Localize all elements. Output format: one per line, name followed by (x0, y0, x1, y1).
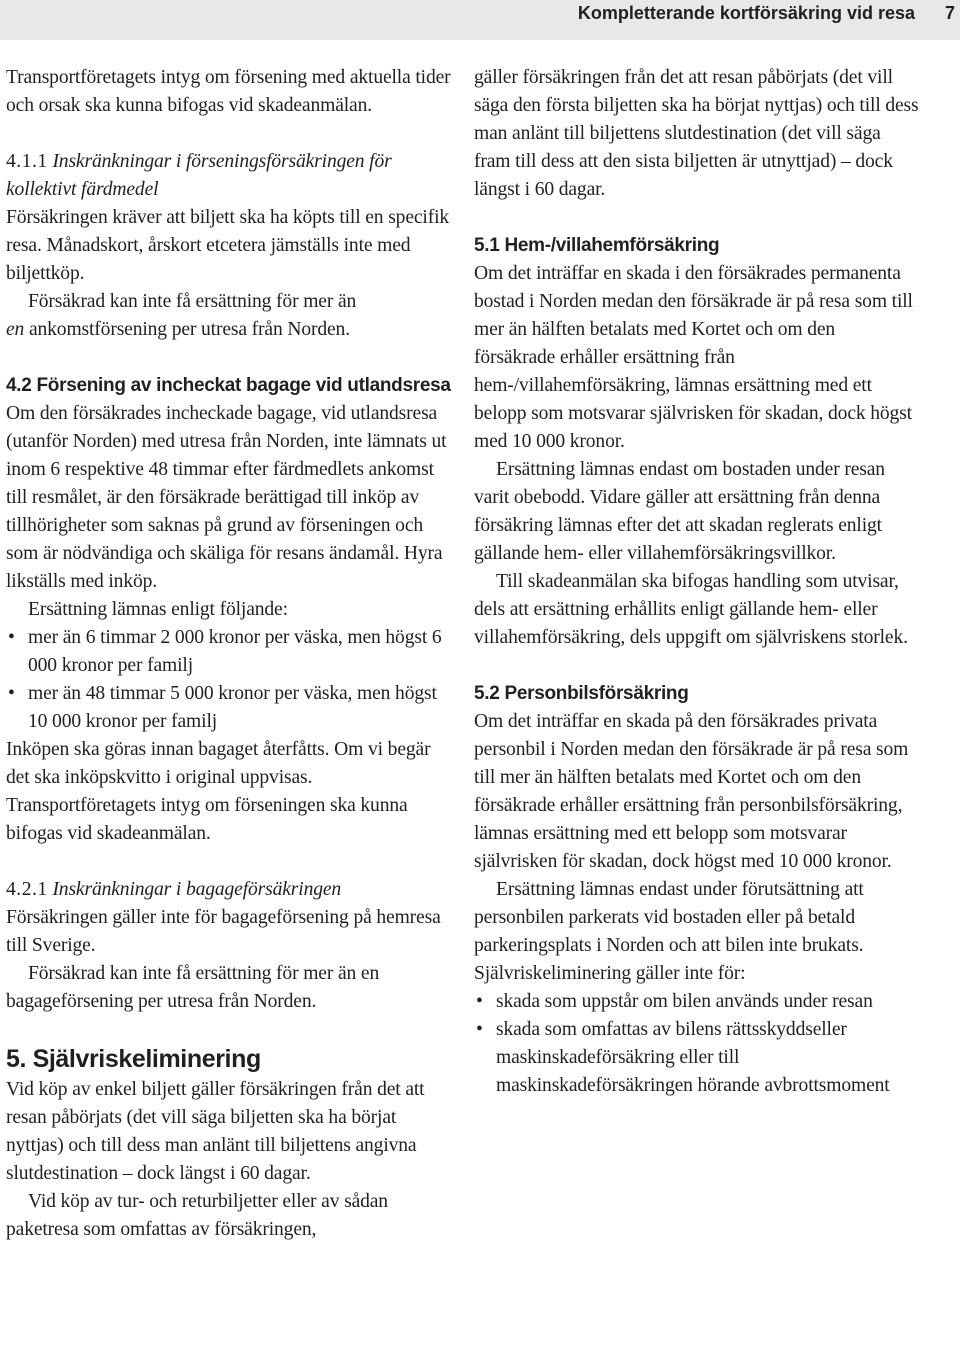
subsection-number: 4.2.1 (6, 879, 48, 900)
list-item: • mer än 48 timmar 5 000 kronor per väska, men högst 10 000 kronor per familj (6, 680, 452, 736)
paragraph: Försäkringen gäller inte för bagageförsening på hemresa till Sverige. (6, 907, 441, 956)
section-5-2-heading: 5.2 Personbilsförsäkring (474, 683, 689, 704)
page-number: 7 (945, 3, 956, 23)
text-run: Försäkrad kan inte få ersättning för mer än (28, 291, 357, 312)
paragraph: Om den försäkrades incheckade bagage, vid utlandsresa (utanför Norden) med utresa från Norden, inte lämnats ut inom 6 respektive 48 timmar efter färdmedlets ankomst till resmålet, är den försäkrade berättigad till inköp av tillhörigheter som saknas på grund av förseningen och som är nödvändiga och skäliga för resans ändamål. Hyra likställs med inköp. (6, 403, 447, 592)
continued-paragraph: gäller försäkringen från det att resan påbörjats (det vill säga den första biljetten ska ha börjat nyttjas) och till dess man anlänt till biljettens slutdestination (det vill säga fram till dess att den sista biljetten är utnyttjad) – dock längst i 60 dagar. (474, 67, 919, 200)
paragraph: Vid köp av tur- och returbiljetter eller av sådan paketresa som omfattas av försäkringen, (6, 1191, 388, 1240)
subsection-4-1-1-heading (6, 148, 452, 204)
paragraph: Till skadeanmälan ska bifogas handling som utvisar, dels att ersättning erhållits enligt gällande hem- eller villahemförsäkring, dels uppgift om självriskens storlek. (474, 571, 908, 648)
paragraph: Ersättning lämnas enligt följande: (28, 599, 288, 620)
paragraph (6, 288, 452, 344)
paragraph: Självriskeliminering gäller inte för: (474, 963, 746, 984)
subsection-number: 4.1.1 (6, 151, 48, 172)
subsection-title: Inskränkningar i förseningsförsäkringen för kollektivt färdmedel (6, 151, 392, 200)
section-5-1-heading: 5.1 Hem-/villahemförsäkring (474, 235, 720, 256)
text-run: ankomstförsening per utresa från Norden. (28, 319, 350, 340)
paragraph: Om det inträffar en skada på den försäkrades privata personbil i Norden medan den försäkrade är på resa som till mer än hälften betalats med Kortet och om den försäkrade erhåller ersättning från personbilsförsäkring, lämnas ersättning med ett belopp som motsvarar självrisken för skadan, dock högst med 10 000 kronor. (474, 711, 909, 872)
section-5-heading: 5. Självriskeliminering (6, 1045, 261, 1073)
subsection-4-2-1-heading (6, 876, 452, 904)
paragraph: Ersättning lämnas endast under förutsättning att personbilen parkerats vid bostaden eller på betald parkeringsplats i Norden och att bilen inte brukats. (474, 879, 864, 956)
paragraph: Försäkringen kräver att biljett ska ha köpts till en specifik resa. Månadskort, årskort etcetera jämställs inte med biljettköp. (6, 207, 450, 284)
paragraph: Ersättning lämnas endast om bostaden under resan varit obebodd. Vidare gäller att ersättning från denna försäkring lämnas efter det att skadan reglerats enligt gällande hem- eller villahemförsäkringsvillkor. (474, 459, 885, 564)
emphasis-text: en (6, 319, 25, 340)
right-column (474, 64, 920, 1100)
list-item: • skada som omfattas av bilens rättsskyddseller maskinskadeförsäkring eller till maskinskadeförsäkringen hörande avbrottsmoment (474, 1016, 920, 1100)
bullet-list (474, 988, 920, 1100)
left-column (6, 64, 452, 1244)
running-header-title: Kompletterande kortförsäkring vid resa (577, 3, 915, 23)
subsection-title: Inskränkningar i bagageförsäkringen (52, 879, 342, 900)
paragraph: Försäkrad kan inte få ersättning för mer än en bagageförsening per utresa från Norden. (6, 963, 380, 1012)
list-item: • skada som uppstår om bilen används under resan (474, 988, 920, 1016)
paragraph: Vid köp av enkel biljett gäller försäkringen från det att resan påbörjats (det vill säga biljetten ska ha börjat nyttjas) och till dess man anlänt till biljettens angivna slutdestination – dock längst i 60 dagar. (6, 1079, 425, 1184)
section-4-2-heading: 4.2 Försening av incheckat bagage vid utlandsresa (6, 375, 451, 396)
paragraph: Om det inträffar en skada i den försäkrades permanenta bostad i Norden medan den försäkrade är på resa som till mer än hälften betalats med Kortet och om den försäkrade erhåller ersättning från hem-/villahemförsäkring, lämnas ersättning med ett belopp som motsvarar självrisken för skadan, dock högst med 10 000 kronor. (474, 263, 913, 452)
intro-paragraph: Transportföretagets intyg om försening med aktuella tider och orsak ska kunna bifogas vid skadeanmälan. (6, 67, 451, 116)
bullet-list (6, 624, 452, 736)
list-item: • mer än 6 timmar 2 000 kronor per väska, men högst 6 000 kronor per familj (6, 624, 452, 680)
paragraph: Inköpen ska göras innan bagaget återfåtts. Om vi begär det ska inköpskvitto i original uppvisas. Transportföretagets intyg om förseningen ska kunna bifogas vid skadeanmälan. (6, 739, 431, 844)
